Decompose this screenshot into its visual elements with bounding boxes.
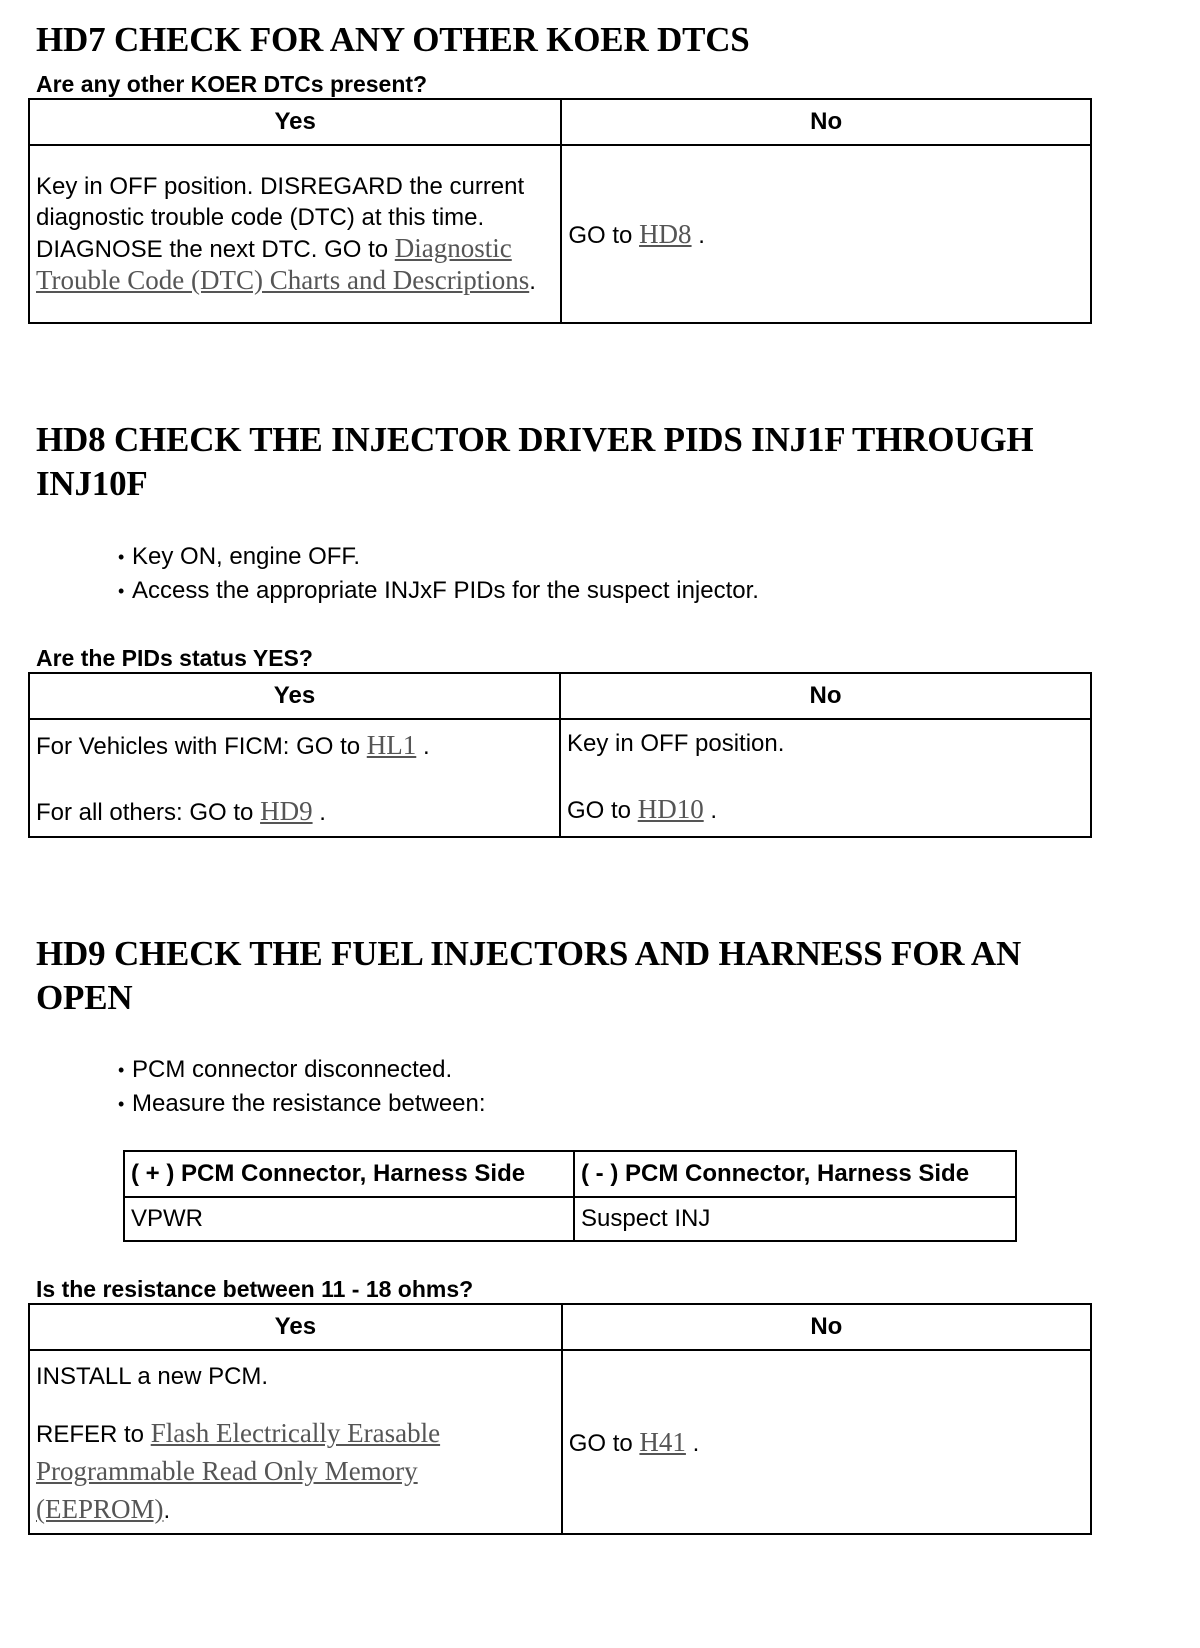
hd9-link[interactable]: HD9 <box>260 796 313 826</box>
hd9-heading-line2: OPEN <box>36 978 133 1017</box>
hd8-yes-line2-prefix: For all others: GO to <box>36 799 254 826</box>
hd7-yes-end: . <box>529 268 536 295</box>
yes-header: Yes <box>29 99 561 145</box>
hd9-heading <box>36 932 1021 1020</box>
period: . <box>710 797 718 824</box>
h41-link[interactable]: H41 <box>639 1426 686 1457</box>
hd8-yes-cell <box>29 719 560 837</box>
hd8-heading <box>36 418 1033 506</box>
yes-header: Yes <box>29 1304 562 1350</box>
hd8-answer-table <box>28 672 1092 838</box>
hd8-no-line1: Key in OFF position. <box>567 730 785 757</box>
hd9-bullet-list <box>118 1053 486 1121</box>
hd8-bullet-list <box>118 540 759 608</box>
hd8-yes-line1-prefix: For Vehicles with FICM: GO to <box>36 733 361 760</box>
hd7-yes-text: Key in OFF position. DISREGARD the current diagnostic trouble code (DTC) at this time. DIAGNOSE the next DTC. GO to <box>36 173 525 263</box>
hd10-link[interactable]: HD10 <box>637 794 704 824</box>
hd8-no-line2-prefix: GO to <box>567 797 632 824</box>
hd9-no-cell <box>562 1350 1091 1534</box>
hd7-no-end: . <box>698 221 705 249</box>
list-item: • Key ON, engine OFF. <box>118 540 759 574</box>
hd9-yes-line1: INSTALL a new PCM. <box>36 1363 269 1390</box>
period: . <box>319 799 326 826</box>
eeprom-link[interactable]: Flash Electrically Erasable Programmable Read Only Memory (EEPROM) <box>36 1418 441 1524</box>
hd9-yes-line2-prefix: REFER to <box>36 1421 145 1448</box>
hd9-answer-table <box>28 1303 1092 1535</box>
hd7-heading: HD7 CHECK FOR ANY OTHER KOER DTCS <box>36 20 750 59</box>
dtc-charts-link[interactable]: Diagnostic Trouble Code (DTC) Charts and Descriptions <box>36 233 530 295</box>
hd7-no-cell <box>561 145 1091 323</box>
hd9-question: Is the resistance between 11 - 18 ohms? <box>36 1276 474 1302</box>
period: . <box>692 1429 700 1457</box>
res-col1-value: VPWR <box>124 1197 574 1241</box>
hd9-yes-line2 <box>36 1415 555 1529</box>
hd8-heading-line1: HD8 CHECK THE INJECTOR DRIVER PIDS INJ1F THROUGH <box>36 420 1034 459</box>
hd8-yes-line1 <box>36 730 553 796</box>
res-col1-header: ( + ) PCM Connector, Harness Side <box>124 1151 574 1197</box>
hd8-heading-line2: INJ10F <box>36 464 148 503</box>
no-header: No <box>561 99 1091 145</box>
hd9-no-prefix: GO to <box>568 1429 633 1457</box>
yes-header: Yes <box>29 673 560 719</box>
hd7-question: Are any other KOER DTCs present? <box>36 71 428 97</box>
no-header: No <box>562 1304 1091 1350</box>
period: . <box>422 733 430 760</box>
list-item: • Access the appropriate INJxF PIDs for the suspect injector. <box>118 574 759 608</box>
list-item: • PCM connector disconnected. <box>118 1053 486 1087</box>
hd8-question: Are the PIDs status YES? <box>36 645 313 671</box>
hd8-no-line2 <box>567 794 1084 825</box>
list-item: • Measure the resistance between: <box>118 1087 486 1121</box>
hd7-no-prefix: GO to <box>568 221 633 249</box>
hd8-link[interactable]: HD8 <box>639 218 692 249</box>
hd9-heading-line1: HD9 CHECK THE FUEL INJECTORS AND HARNESS FOR AN <box>36 934 1022 973</box>
no-header: No <box>560 673 1091 719</box>
hd9-yes-cell <box>29 1350 562 1534</box>
resistance-table <box>123 1150 1017 1242</box>
hd7-answer-table <box>28 98 1092 324</box>
res-col2-value: Suspect INJ <box>574 1197 1016 1241</box>
hl1-link[interactable]: HL1 <box>366 730 417 760</box>
hd8-no-cell <box>560 719 1091 837</box>
hd8-yes-line2 <box>36 796 553 827</box>
hd7-yes-cell <box>29 145 561 323</box>
res-col2-header: ( - ) PCM Connector, Harness Side <box>574 1151 1016 1197</box>
period: . <box>163 1497 171 1524</box>
